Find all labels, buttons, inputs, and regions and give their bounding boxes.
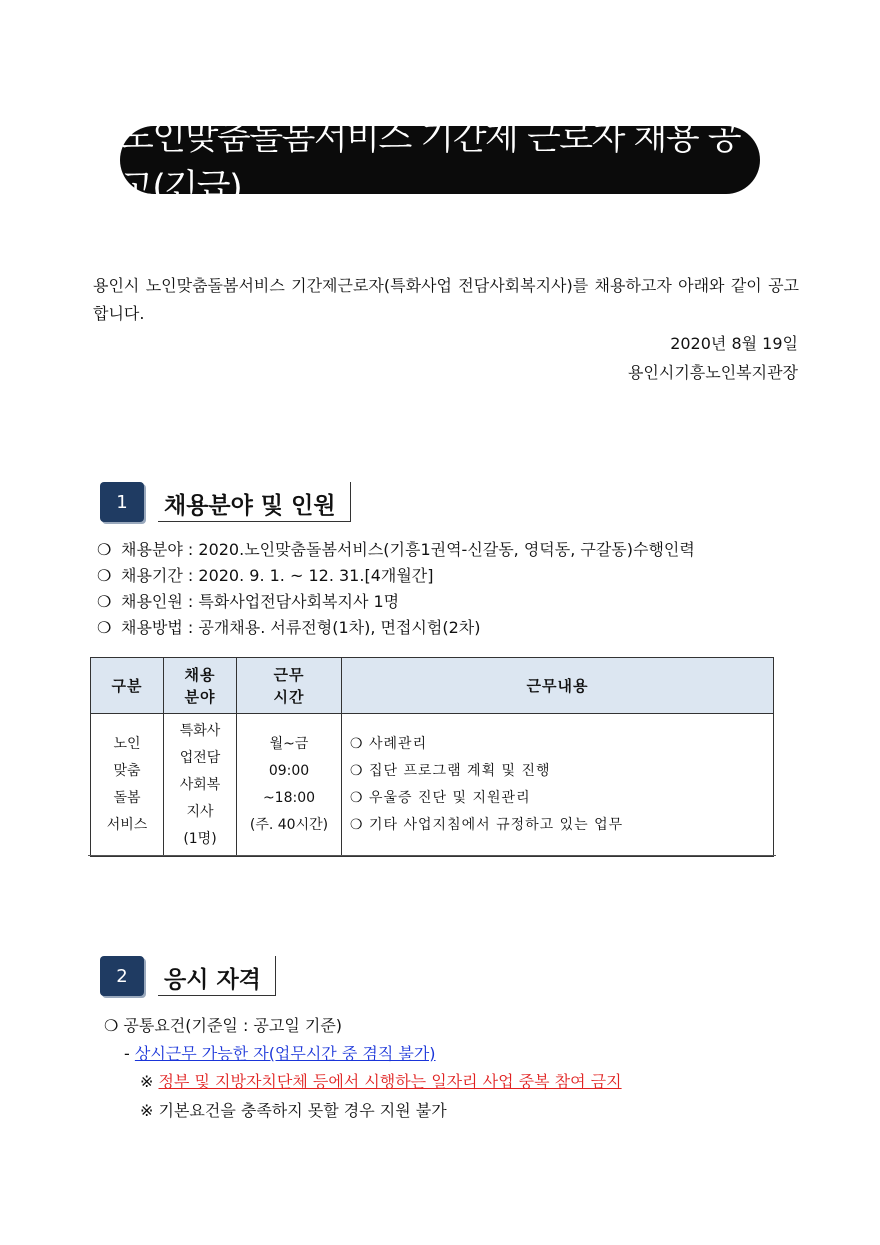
- bullet-circle-icon: ❍: [97, 592, 112, 611]
- note-text: 기본요건을 충족하지 못할 경우 지원 불가: [158, 1101, 447, 1120]
- requirement-text: 상시근무 가능한 자(업무시간 중 겸직 불가): [134, 1044, 436, 1063]
- duty-item: ❍ 집단 프로그램 계획 및 진행: [350, 763, 551, 779]
- note-item: [140, 1069, 622, 1092]
- intro-text: 용인시 노인맞춤돌봄서비스 기간제근로자(특화사업 전담사회복지사)를 채용하고자 아래와 같이 공고합니다.: [93, 276, 799, 323]
- table-underline: [88, 855, 776, 856]
- duty-item: ❍ 사례관리: [350, 736, 428, 752]
- page-title: 노인맞춤돌봄서비스 기간제 근로자 채용 공고(긴급): [120, 118, 741, 208]
- list-item: ❍ 채용인원 : 특화사업전담사회복지사 1명: [97, 589, 695, 615]
- organization-name: 용인시기흥노인복지관장: [627, 363, 798, 382]
- bullet-circle-icon: ❍: [97, 618, 112, 637]
- section-number-badge: 1: [100, 482, 144, 522]
- title-banner: [120, 118, 760, 208]
- note-text-warning: 정부 및 지방자치단체 등에서 시행하는 일자리 사업 중복 참여 금지: [158, 1072, 622, 1091]
- cell-category: 노인 맞춤 돌봄 서비스: [91, 714, 164, 857]
- dash-mark: -: [124, 1044, 130, 1063]
- duty-item: ❍ 기타 사업지침에서 규정하고 있는 업무: [350, 817, 624, 833]
- requirement-item: [124, 1041, 436, 1064]
- header-duties: 근무내용: [342, 658, 774, 714]
- announcement-date: 2020년 8월 19일: [670, 334, 798, 353]
- table-header-row: [91, 658, 774, 714]
- list-item: ❍ 채용분야 : 2020.노인맞춤돌봄서비스(기흥1권역-신갈동, 영덕동, 구갈동)수행인력: [97, 537, 695, 563]
- job-table: [90, 657, 774, 857]
- section-1-list: [97, 537, 695, 641]
- note-mark: ※: [140, 1101, 154, 1120]
- section-title: 응시 자격: [158, 956, 276, 996]
- section-2-header: [100, 956, 276, 996]
- note-item: [140, 1098, 447, 1121]
- header-hours: 근무 시간: [237, 658, 342, 714]
- intro-paragraph: [93, 272, 799, 328]
- section-title: 채용분야 및 인원: [158, 482, 351, 522]
- section-1-header: [100, 482, 351, 522]
- cell-hours: 월~금 09:00 ~18:00 (주. 40시간): [237, 714, 342, 857]
- list-item: ❍ 채용기간 : 2020. 9. 1. ~ 12. 31.[4개월간]: [97, 563, 695, 589]
- common-requirement: ❍ 공통요건(기준일 : 공고일 기준): [104, 1016, 343, 1035]
- note-mark: ※: [140, 1072, 154, 1091]
- header-category: 구분: [91, 658, 164, 714]
- section-number-badge: 2: [100, 956, 144, 996]
- list-item: ❍ 채용방법 : 공개채용. 서류전형(1차), 면접시험(2차): [97, 615, 695, 641]
- header-field: 채용 분야: [164, 658, 237, 714]
- bullet-circle-icon: ❍: [97, 566, 112, 585]
- bullet-circle-icon: ❍: [97, 540, 112, 559]
- duty-item: ❍ 우울증 진단 및 지원관리: [350, 790, 531, 806]
- cell-field: 특화사 업전담 사회복 지사 (1명): [164, 714, 237, 857]
- table-row: [91, 714, 774, 857]
- cell-duties: [342, 714, 774, 857]
